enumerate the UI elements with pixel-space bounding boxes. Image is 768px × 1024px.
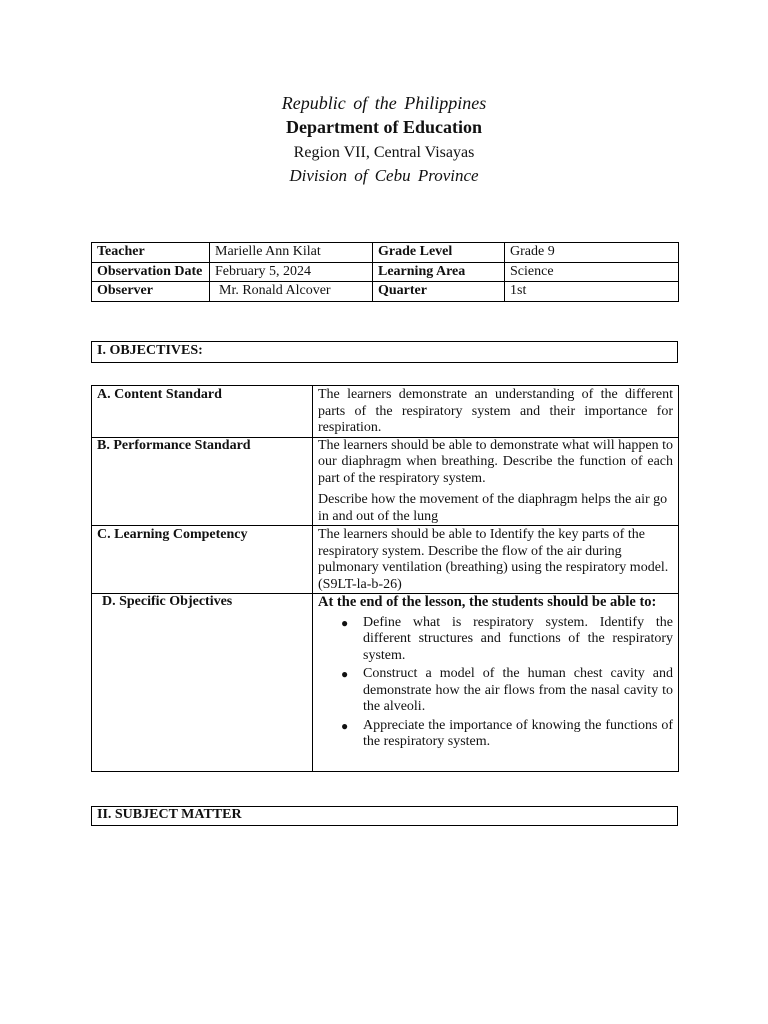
region-heading: Region VII, Central Visayas: [293, 144, 475, 161]
performance-standard-text: The learners should be able to demonstrate what will happen to our diaphragm when breathing. Describe the function of each part of the respiratory system.: [318, 437, 673, 486]
department-heading: Department of Education: [286, 117, 482, 137]
objectives-table: [91, 385, 679, 772]
observation-info-table: [91, 242, 679, 302]
list-item: [341, 614, 673, 665]
content-standard-text: The learners demonstrate an understanding of the different parts of the respiratory system and their importance for respiration.: [313, 386, 679, 438]
observer-value: Mr. Ronald Alcover: [210, 282, 373, 302]
learning-competency-label: C. Learning Competency: [92, 526, 313, 594]
bullet-icon: ●: [341, 718, 349, 733]
observer-label: Observer: [92, 282, 210, 302]
specific-objectives-intro: At the end of the lesson, the students should be able to:: [318, 594, 657, 610]
learning-competency-text: The learners should be able to Identify the key parts of the respiratory system. Describe the flow of the air during pulmonary ventilation (breathing) using the respiratory model. (S9LT-la-b-26): [313, 526, 679, 594]
table-row: [92, 526, 679, 594]
performance-standard-label: B. Performance Standard: [92, 437, 313, 526]
table-row: [92, 262, 679, 282]
bullet-icon: ●: [341, 667, 349, 681]
table-row: [92, 437, 679, 526]
performance-standard-text-2: Describe how the movement of the diaphragm helps the air go in and out of the lung: [318, 492, 668, 524]
content-standard-label: A. Content Standard: [92, 386, 313, 438]
observation-date-value: February 5, 2024: [210, 262, 373, 282]
division-heading: Division of Cebu Province: [289, 166, 479, 185]
list-item-text: Appreciate the importance of knowing the functions of the respiratory system.: [363, 717, 673, 749]
specific-objectives-label: D. Specific Objectives: [92, 594, 313, 772]
performance-standard-cell: [313, 437, 679, 526]
teacher-label: Teacher: [92, 243, 210, 263]
specific-objectives-cell: [313, 594, 679, 772]
quarter-value: 1st: [505, 282, 679, 302]
table-row: [92, 243, 679, 263]
learning-area-value: Science: [505, 262, 679, 282]
teacher-value: Marielle Ann Kilat: [210, 243, 373, 263]
list-item: [341, 666, 673, 716]
quarter-label: Quarter: [373, 282, 505, 302]
grade-level-value: Grade 9: [505, 243, 679, 263]
list-item-text: Construct a model of the human chest cavity and demonstrate how the air flows from the nasal cavity to the alveoli.: [363, 666, 673, 714]
table-row: [92, 282, 679, 302]
list-item: [341, 717, 673, 751]
specific-objectives-list: [318, 615, 673, 751]
bullet-icon: ●: [341, 615, 349, 630]
table-row: [92, 594, 679, 772]
grade-level-label: Grade Level: [373, 243, 505, 263]
objectives-heading: I. OBJECTIVES:: [91, 341, 678, 363]
subject-matter-heading: II. SUBJECT MATTER: [91, 806, 678, 826]
table-row: [92, 386, 679, 438]
list-item-text: Define what is respiratory system. Identify the different structures and functions of the respiratory system.: [363, 614, 673, 663]
learning-area-label: Learning Area: [373, 262, 505, 282]
observation-date-label: Observation Date: [92, 262, 210, 282]
republic-heading: Republic of the Philippines: [281, 93, 487, 113]
